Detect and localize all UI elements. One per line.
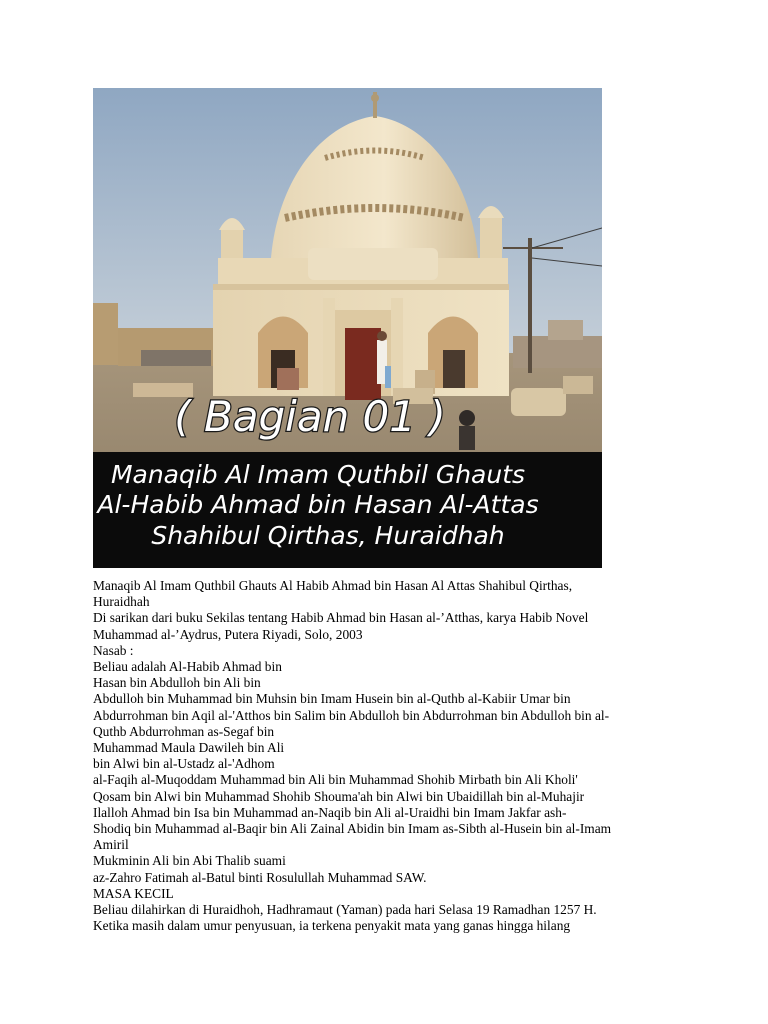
body-line: Qosam bin Alwi bin Muhammad Shohib Shouma'ah bin Alwi bin Ubaidillah bin al-Muhajir xyxy=(93,788,585,804)
part-label: ( Bagian 01 ) xyxy=(174,392,446,441)
body-line: Amiril xyxy=(93,837,129,853)
body-line: Shodiq bin Muhammad al-Baqir bin Ali Zainal Abidin bin Imam as-Sibth al-Husein bin al-Imam xyxy=(93,821,612,837)
body-line: bin Alwi bin al-Ustadz al-'Adhom xyxy=(93,756,275,772)
banner-line-3: Shahibul Qirthas, Huraidhah xyxy=(151,521,505,550)
body-line: Huraidhah xyxy=(93,594,150,610)
banner-line-1: Manaqib Al Imam Quthbil Ghauts xyxy=(110,460,526,489)
body-line: Muhammad Maula Dawileh bin Ali xyxy=(93,740,285,756)
section-heading-nasab: Nasab : xyxy=(93,642,134,658)
body-line: Mukminin Ali bin Abi Thalib suami xyxy=(93,853,286,869)
body-line: Abdurrohman bin Aqil al-'Atthos bin Salim bin Abdulloh bin Abdurrohman bin Abdulloh bin al- xyxy=(93,707,610,723)
body-line: Beliau dilahirkan di Huraidhoh, Hadhramaut (Yaman) pada hari Selasa 19 Ramadhan 1257 H. xyxy=(93,902,597,918)
body-line: Di sarikan dari buku Sekilas tentang Habib Ahmad bin Hasan al-’Atthas, karya Habib Novel xyxy=(93,610,589,626)
body-line: Hasan bin Abdulloh bin Ali bin xyxy=(93,675,261,691)
document-body xyxy=(93,578,678,934)
cover-image xyxy=(93,88,602,568)
body-line: Ilalloh Ahmad bin Isa bin Muhammad an-Naqib bin Ali al-Uraidhi bin Imam Jakfar ash- xyxy=(93,804,567,820)
body-line: Quthb Abdurrohman as-Segaf bin xyxy=(93,723,275,739)
body-line: Abdulloh bin Muhammad bin Muhsin bin Imam Husein bin al-Quthb al-Kabiir Umar bin xyxy=(93,691,571,707)
body-line: Manaqib Al Imam Quthbil Ghauts Al Habib Ahmad bin Hasan Al Attas Shahibul Qirthas, xyxy=(93,578,573,593)
body-line: al-Faqih al-Muqoddam Muhammad bin Ali bin Muhammad Shohib Mirbath bin Ali Kholi' xyxy=(93,772,578,788)
body-line: az-Zahro Fatimah al-Batul binti Rosulullah Muhammad SAW. xyxy=(93,869,427,885)
banner-line-2: Al-Habib Ahmad bin Hasan Al-Attas xyxy=(97,490,539,519)
section-heading-masa-kecil: MASA KECIL xyxy=(93,885,174,901)
dome-tomb-photo xyxy=(93,88,602,568)
body-line: Beliau adalah Al-Habib Ahmad bin xyxy=(93,659,282,675)
body-line: Ketika masih dalam umur penyusuan, ia terkena penyakit mata yang ganas hingga hilang xyxy=(93,918,571,934)
body-line: Muhammad al-’Aydrus, Putera Riyadi, Solo, 2003 xyxy=(93,626,363,642)
